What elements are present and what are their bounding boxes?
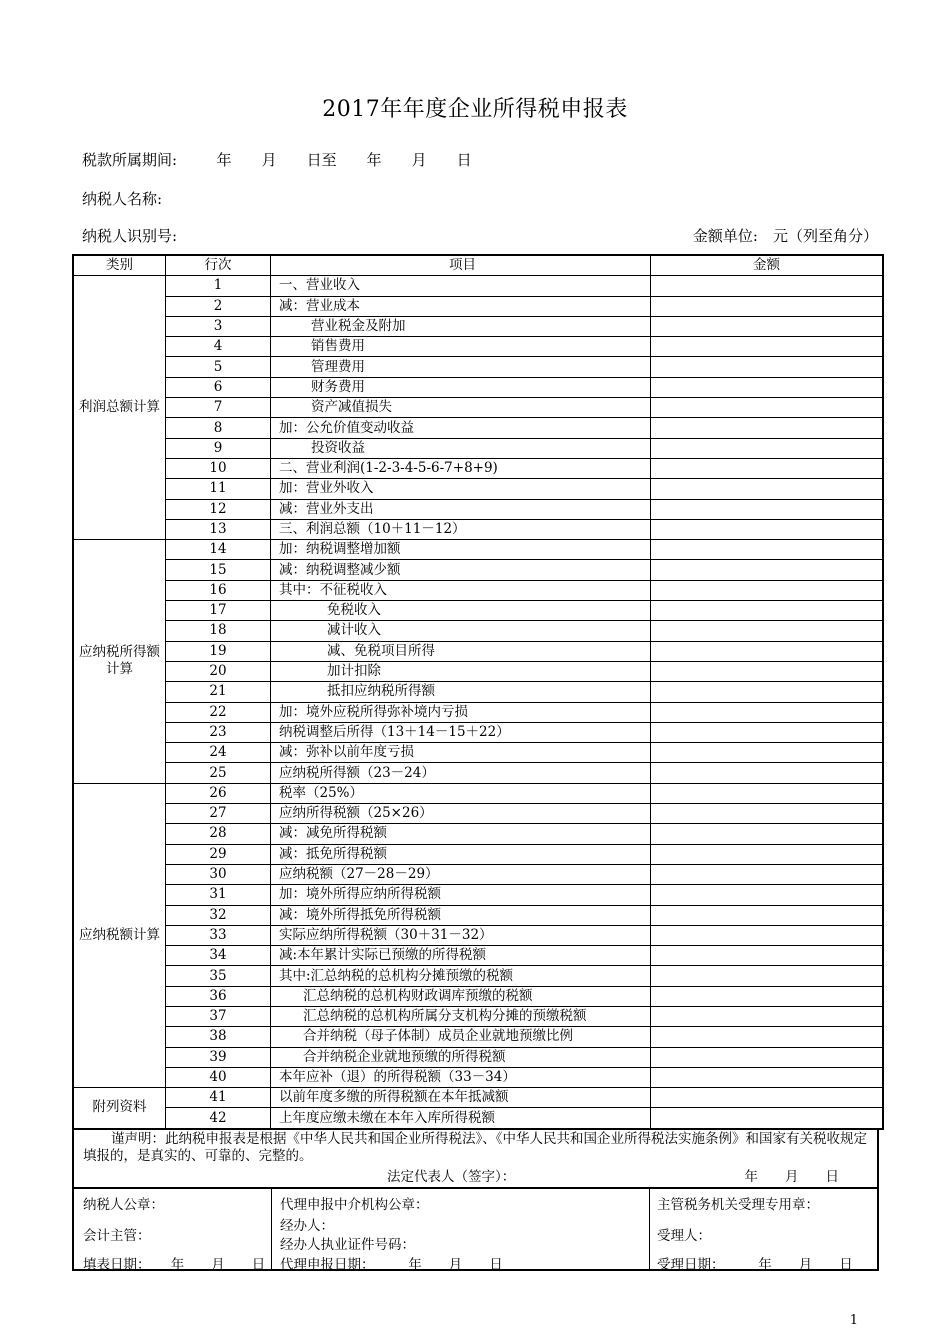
item-label: 以前年度多缴的所得税额在本年抵减额 — [279, 1089, 509, 1106]
table-row — [73, 1088, 883, 1108]
item-cell — [271, 519, 651, 539]
item-label: 投资收益 — [311, 439, 365, 456]
line-no-cell: 15 — [166, 560, 271, 580]
col-header-category: 类别 — [73, 255, 166, 276]
table-row — [73, 458, 883, 478]
line-no-cell: 20 — [166, 661, 271, 681]
item-cell — [271, 479, 651, 499]
item-cell — [271, 601, 651, 621]
item-cell — [271, 925, 651, 945]
table-row — [73, 337, 883, 357]
tax-period-label: 税款所属期间: — [82, 151, 178, 169]
line-no-cell: 14 — [166, 540, 271, 560]
amount-cell[interactable] — [651, 479, 884, 499]
tax-return-table — [72, 254, 884, 1130]
line-no-cell: 39 — [166, 1047, 271, 1067]
table-row — [73, 743, 883, 763]
table-row — [73, 925, 883, 945]
table-body — [73, 276, 883, 1129]
table-row — [73, 1047, 883, 1067]
table-row — [73, 864, 883, 884]
amount-cell[interactable] — [651, 357, 884, 377]
item-cell — [271, 337, 651, 357]
item-label: 加：公允价值变动收益 — [279, 419, 414, 436]
page-number: 1 — [849, 1313, 858, 1328]
table-row — [73, 1067, 883, 1087]
table-row — [73, 661, 883, 681]
table-row — [73, 641, 883, 661]
table-row — [73, 316, 883, 336]
taxpayer-seal[interactable]: 纳税人公章： — [83, 1197, 164, 1213]
amount-cell[interactable] — [651, 540, 884, 560]
amount-cell[interactable] — [651, 641, 884, 661]
amount-cell[interactable] — [651, 438, 884, 458]
amount-cell[interactable] — [651, 946, 884, 966]
item-label: 本年应补（退）的所得税额（33－34） — [279, 1069, 516, 1086]
table-row — [73, 601, 883, 621]
amount-unit-label: 金额单位: — [692, 227, 758, 245]
line-no-cell: 38 — [166, 1027, 271, 1047]
item-cell — [271, 905, 651, 925]
item-label: 税率（25%） — [279, 784, 364, 801]
line-no-cell: 33 — [166, 925, 271, 945]
item-cell — [271, 296, 651, 316]
item-label: 减：抵免所得税额 — [279, 845, 387, 862]
amount-cell[interactable] — [651, 621, 884, 641]
item-label: 汇总纳税的总机构所属分支机构分摊的预缴税额 — [303, 1008, 587, 1025]
line-no-cell: 21 — [166, 682, 271, 702]
item-label: 减：营业成本 — [279, 297, 360, 314]
item-label: 减：纳税调整减少额 — [279, 561, 401, 578]
amount-cell[interactable] — [651, 1067, 884, 1087]
amount-cell[interactable] — [651, 1047, 884, 1067]
line-no-cell: 9 — [166, 438, 271, 458]
amount-cell[interactable] — [651, 1108, 884, 1129]
line-no-cell: 27 — [166, 804, 271, 824]
table-row — [73, 722, 883, 742]
line-no-cell: 17 — [166, 601, 271, 621]
item-label: 合并纳税企业就地预缴的所得税额 — [303, 1048, 506, 1065]
line-no-cell: 3 — [166, 316, 271, 336]
item-cell — [271, 377, 651, 397]
category-cell: 应纳税所得额计算 — [73, 540, 166, 784]
table-row — [73, 986, 883, 1006]
item-cell — [271, 885, 651, 905]
table-row — [73, 783, 883, 803]
amount-cell[interactable] — [651, 276, 884, 296]
line-no-cell: 7 — [166, 398, 271, 418]
table-row — [73, 1027, 883, 1047]
item-label: 资产减值损失 — [311, 399, 392, 416]
declaration-text: 谨声明：此纳税申报表是根据《中华人民共和国企业所得税法》、《中华人民共和国企业所得税法实施条例》和国家有关税收规定填报的，是真实的、可靠的、完整的。 — [83, 1131, 867, 1164]
amount-unit-value: 元（列至角分） — [772, 227, 878, 245]
amount-cell[interactable] — [651, 560, 884, 580]
amount-cell[interactable] — [651, 824, 884, 844]
amount-cell[interactable] — [651, 844, 884, 864]
item-cell — [271, 540, 651, 560]
fill-date[interactable]: 填表日期： 年 月 日 — [83, 1257, 266, 1273]
table-row — [73, 296, 883, 316]
amount-cell[interactable] — [651, 966, 884, 986]
table-row — [73, 763, 883, 783]
item-label: 免税收入 — [327, 602, 381, 619]
legal-rep-signature[interactable]: 法定代表人（签字）： — [387, 1169, 516, 1185]
declaration-section — [72, 1129, 879, 1188]
line-no-cell: 24 — [166, 743, 271, 763]
amount-cell[interactable] — [651, 864, 884, 884]
amount-cell[interactable] — [651, 804, 884, 824]
line-no-cell: 5 — [166, 357, 271, 377]
amount-cell[interactable] — [651, 661, 884, 681]
item-cell — [271, 398, 651, 418]
item-label: 其中:汇总纳税的总机构分摊预缴的税额 — [279, 967, 514, 984]
item-label: 管理费用 — [311, 358, 365, 375]
table-row — [73, 540, 883, 560]
agent-handler[interactable]: 经办人： — [280, 1218, 334, 1234]
table-row — [73, 519, 883, 539]
amount-cell[interactable] — [651, 702, 884, 722]
item-cell — [271, 763, 651, 783]
amount-cell[interactable] — [651, 986, 884, 1006]
item-label: 减：弥补以前年度亏损 — [279, 744, 414, 761]
amount-cell[interactable] — [651, 1006, 884, 1026]
item-label: 加：境外应税所得弥补境内亏损 — [279, 703, 468, 720]
item-cell — [271, 804, 651, 824]
amount-unit-line — [693, 225, 878, 246]
amount-cell[interactable] — [651, 1088, 884, 1108]
table-row — [73, 357, 883, 377]
line-no-cell: 41 — [166, 1088, 271, 1108]
item-cell — [271, 1088, 651, 1108]
amount-cell[interactable] — [651, 885, 884, 905]
item-cell — [271, 722, 651, 742]
footer-section — [72, 1187, 879, 1271]
amount-cell[interactable] — [651, 398, 884, 418]
amount-cell[interactable] — [651, 418, 884, 438]
line-no-cell: 2 — [166, 296, 271, 316]
amount-cell[interactable] — [651, 296, 884, 316]
amount-cell[interactable] — [651, 682, 884, 702]
item-cell — [271, 661, 651, 681]
item-label: 减：营业外支出 — [279, 500, 374, 517]
table-row — [73, 824, 883, 844]
item-cell — [271, 743, 651, 763]
item-cell — [271, 986, 651, 1006]
table-row — [73, 580, 883, 600]
accountant[interactable]: 会计主管： — [83, 1228, 151, 1244]
amount-cell[interactable] — [651, 925, 884, 945]
table-row — [73, 702, 883, 722]
amount-cell[interactable] — [651, 458, 884, 478]
line-no-cell: 8 — [166, 418, 271, 438]
line-no-cell: 11 — [166, 479, 271, 499]
item-cell — [271, 316, 651, 336]
item-label: 其中：不征税收入 — [279, 581, 387, 598]
item-cell — [271, 276, 651, 296]
tax-period-line — [82, 149, 472, 170]
table-row — [73, 377, 883, 397]
receiver[interactable]: 受理人： — [657, 1228, 711, 1244]
line-no-cell: 32 — [166, 905, 271, 925]
line-no-cell: 19 — [166, 641, 271, 661]
line-no-cell: 10 — [166, 458, 271, 478]
amount-cell[interactable] — [651, 783, 884, 803]
item-label: 加计扣除 — [327, 663, 381, 680]
item-label: 汇总纳税的总机构财政调库预缴的税额 — [303, 987, 533, 1004]
item-cell — [271, 560, 651, 580]
table-row — [73, 479, 883, 499]
item-cell — [271, 438, 651, 458]
item-label: 一、营业收入 — [279, 277, 360, 294]
amount-cell[interactable] — [651, 519, 884, 539]
taxpayer-name-label: 纳税人名称: — [82, 190, 163, 208]
item-label: 应纳税额（27－28－29） — [279, 866, 439, 883]
line-no-cell: 40 — [166, 1067, 271, 1087]
line-no-cell: 18 — [166, 621, 271, 641]
tax-office-seal[interactable]: 主管税务机关受理专用章： — [657, 1197, 819, 1213]
item-label: 加：营业外收入 — [279, 480, 374, 497]
table-row — [73, 966, 883, 986]
line-no-cell: 25 — [166, 763, 271, 783]
item-label: 应纳所得税额（25×26） — [279, 805, 433, 822]
category-cell: 应纳税额计算 — [73, 783, 166, 1087]
line-no-cell: 30 — [166, 864, 271, 884]
item-cell — [271, 824, 651, 844]
item-label: 财务费用 — [311, 378, 365, 395]
item-label: 减：境外所得抵免所得税额 — [279, 906, 441, 923]
line-no-cell: 13 — [166, 519, 271, 539]
item-label: 实际应纳所得税额（30＋31－32） — [279, 926, 493, 943]
table-row — [73, 560, 883, 580]
item-cell — [271, 946, 651, 966]
item-cell — [271, 1027, 651, 1047]
table-header-row — [73, 255, 883, 276]
item-cell — [271, 864, 651, 884]
item-label: 合并纳税（母子体制）成员企业就地预缴比例 — [303, 1028, 573, 1045]
line-no-cell: 34 — [166, 946, 271, 966]
amount-cell[interactable] — [651, 601, 884, 621]
table-row — [73, 1108, 883, 1129]
table-row — [73, 682, 883, 702]
item-cell — [271, 1108, 651, 1129]
amount-cell[interactable] — [651, 316, 884, 336]
table-row — [73, 946, 883, 966]
table-row — [73, 804, 883, 824]
col-header-item: 项目 — [271, 255, 651, 276]
receive-date[interactable]: 受理日期： 年 月 日 — [657, 1257, 853, 1273]
line-no-cell: 29 — [166, 844, 271, 864]
line-no-cell: 16 — [166, 580, 271, 600]
item-label: 抵扣应纳税所得额 — [327, 683, 435, 700]
item-cell — [271, 966, 651, 986]
signature-date[interactable]: 年 月 日 — [744, 1169, 839, 1185]
item-label: 减、免税项目所得 — [327, 642, 435, 659]
amount-cell[interactable] — [651, 743, 884, 763]
item-cell — [271, 621, 651, 641]
item-label: 加：纳税调整增加额 — [279, 541, 401, 558]
item-label: 纳税调整后所得（13＋14－15＋22） — [279, 723, 510, 740]
line-no-cell: 42 — [166, 1108, 271, 1129]
item-label: 加：境外所得应纳所得税额 — [279, 886, 441, 903]
table-row — [73, 499, 883, 519]
line-no-cell: 35 — [166, 966, 271, 986]
table-row — [73, 885, 883, 905]
line-no-cell: 12 — [166, 499, 271, 519]
item-cell — [271, 844, 651, 864]
line-no-cell: 6 — [166, 377, 271, 397]
line-no-cell: 31 — [166, 885, 271, 905]
item-cell — [271, 682, 651, 702]
footer-tax-office-col — [649, 1189, 877, 1273]
table-row — [73, 905, 883, 925]
category-cell: 利润总额计算 — [73, 276, 166, 540]
amount-cell[interactable] — [651, 337, 884, 357]
item-label: 营业税金及附加 — [311, 318, 406, 335]
line-no-cell: 28 — [166, 824, 271, 844]
col-header-amount: 金额 — [651, 255, 884, 276]
col-header-line-no: 行次 — [166, 255, 271, 276]
line-no-cell: 23 — [166, 722, 271, 742]
table-row — [73, 1006, 883, 1026]
line-no-cell: 4 — [166, 337, 271, 357]
item-cell — [271, 1047, 651, 1067]
item-cell — [271, 783, 651, 803]
agent-seal[interactable]: 代理申报中介机构公章： — [280, 1197, 429, 1213]
line-no-cell: 26 — [166, 783, 271, 803]
table-row — [73, 438, 883, 458]
amount-cell[interactable] — [651, 763, 884, 783]
table-row — [73, 418, 883, 438]
item-cell — [271, 1006, 651, 1026]
footer-taxpayer-col — [74, 1189, 272, 1273]
agent-handler-cert[interactable]: 经办人执业证件号码： — [280, 1237, 415, 1253]
line-no-cell: 36 — [166, 986, 271, 1006]
item-cell — [271, 580, 651, 600]
amount-cell[interactable] — [651, 499, 884, 519]
item-cell — [271, 458, 651, 478]
item-label: 应纳税所得额（23－24） — [279, 764, 435, 781]
line-no-cell: 1 — [166, 276, 271, 296]
item-label: 三、利润总额（10＋11－12） — [279, 521, 466, 537]
tax-period-value[interactable]: 年 月 日至 年 月 日 — [216, 151, 472, 169]
item-label: 二、营业利润(1-2-3-4-5-6-7+8+9) — [279, 460, 498, 477]
item-label: 减计收入 — [327, 622, 381, 639]
line-no-cell: 37 — [166, 1006, 271, 1026]
item-label: 上年度应缴未缴在本年入库所得税额 — [279, 1109, 495, 1126]
form-title: 2017年年度企业所得税申报表 — [322, 97, 628, 122]
amount-cell[interactable] — [651, 580, 884, 600]
item-cell — [271, 418, 651, 438]
agent-date[interactable]: 代理申报日期： 年 月 日 — [280, 1257, 503, 1273]
table-row — [73, 276, 883, 296]
item-label: 销售费用 — [311, 338, 365, 355]
item-cell — [271, 702, 651, 722]
item-cell — [271, 357, 651, 377]
item-cell — [271, 1067, 651, 1087]
amount-cell[interactable] — [651, 377, 884, 397]
category-cell: 附列资料 — [73, 1088, 166, 1129]
footer-agent-col — [271, 1189, 650, 1273]
amount-cell[interactable] — [651, 1027, 884, 1047]
line-no-cell: 22 — [166, 702, 271, 722]
table-row — [73, 844, 883, 864]
table-row — [73, 621, 883, 641]
item-cell — [271, 499, 651, 519]
item-label: 减：减免所得税额 — [279, 825, 387, 842]
item-label: 减:本年累计实际已预缴的所得税额 — [279, 947, 487, 964]
amount-cell[interactable] — [651, 722, 884, 742]
table-row — [73, 398, 883, 418]
item-cell — [271, 641, 651, 661]
amount-cell[interactable] — [651, 905, 884, 925]
taxpayer-id-label: 纳税人识别号: — [82, 227, 178, 245]
